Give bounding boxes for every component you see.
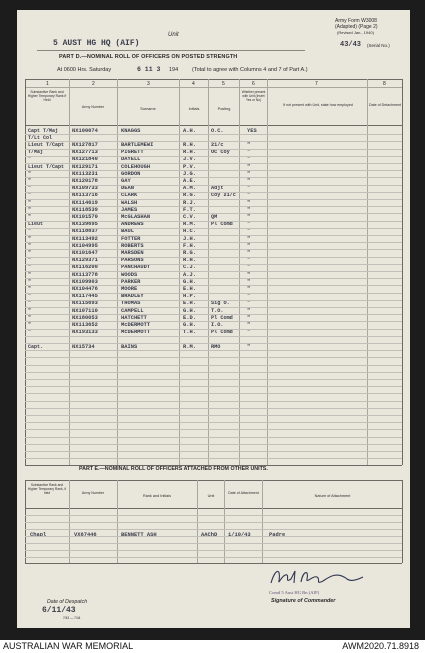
cell-num: NX113492	[72, 235, 98, 242]
part-e-header-number: Army Number	[81, 491, 105, 495]
cell-num: NX117445	[72, 293, 98, 300]
cell-present: "	[247, 314, 251, 321]
col-number: 2	[92, 81, 95, 87]
cell-surname: MARSDEN	[121, 249, 144, 256]
cell-num: NX115693	[72, 300, 98, 307]
cell-present: "	[247, 177, 251, 184]
row-rule	[25, 529, 402, 530]
cell-surname: McGLASHAN	[121, 213, 151, 220]
cell-num: NX100074	[72, 127, 98, 134]
row-rule	[25, 372, 402, 373]
row-rule	[25, 350, 402, 351]
col-header-present: Whether present with Unit (Insert Yes or No)	[241, 90, 266, 102]
cell-post: RMO	[211, 343, 221, 350]
col-number: 1	[46, 81, 49, 87]
cell-num: NX120178	[72, 177, 98, 184]
cell-surname: MOORE	[121, 285, 138, 292]
cell-init: R.H.	[183, 149, 196, 156]
cell-init: R.M.	[183, 221, 196, 228]
source-credit: AUSTRALIAN WAR MEMORIAL	[3, 641, 134, 651]
cell-present: "	[247, 228, 251, 235]
army-form-label: Army Form W3008	[335, 18, 377, 24]
cell-num: NX127817	[72, 141, 98, 148]
cell-surname: PARSONS	[121, 257, 144, 264]
roll-date: 6 11 3	[137, 66, 161, 73]
cell-init: A.H.	[183, 127, 196, 134]
col-header-posting: Posting	[217, 107, 231, 111]
cell-post: Pl Comd	[211, 221, 233, 228]
cell-rank: "	[28, 293, 32, 300]
cell-present: "	[247, 264, 251, 271]
part-e-header-date: Date of Attachment	[228, 491, 259, 495]
row-rule	[25, 357, 402, 358]
signature-label: Signature of Commander	[271, 598, 336, 604]
cell-rank: "	[28, 257, 32, 264]
cell-surname: DAYELL	[121, 156, 141, 163]
army-form-page	[17, 10, 410, 628]
cell-rank: "	[28, 300, 32, 307]
row-rule	[25, 228, 402, 229]
cell-rank: "	[28, 199, 32, 206]
cell-rank: "	[28, 185, 32, 192]
cell-init: A.M.	[183, 185, 196, 192]
cell-surname: ANDREWS	[121, 221, 144, 228]
cell-rank: "	[28, 170, 32, 177]
at-hrs-prefix: At 0600 Hrs. Saturday	[57, 67, 112, 73]
adapted-label: (Adapted) (Page 2)	[335, 24, 378, 30]
cell-num: NX101647	[72, 249, 98, 256]
col-number: 3	[147, 81, 150, 87]
part-e-name: BENNETT ASH	[121, 532, 157, 538]
commander-signature	[267, 565, 367, 589]
cell-surname: ROBERTS	[121, 242, 144, 249]
cell-rank: "	[28, 329, 32, 336]
cell-present: "	[247, 206, 251, 213]
cell-init: R.M.	[183, 343, 196, 350]
row-rule	[25, 257, 402, 258]
cell-surname: CLARK	[121, 192, 138, 199]
cell-surname: THOMAS	[121, 300, 141, 307]
cell-surname: BARTLEMEWI	[121, 141, 154, 148]
cell-init: J.H.	[183, 235, 196, 242]
row-rule	[25, 192, 402, 193]
row-rule	[25, 293, 402, 294]
col-number: 5	[222, 81, 225, 87]
unit-value: 5 AUST HG HQ (AIF)	[53, 39, 140, 48]
part-e-nature: Padre	[269, 532, 286, 538]
cell-num: NX180053	[72, 314, 98, 321]
cell-init: F.H.	[183, 242, 196, 249]
cell-init: J.V.	[183, 156, 196, 163]
row-rule	[25, 451, 402, 452]
cell-init: R.J.	[183, 199, 196, 206]
col-rule	[402, 79, 403, 465]
cell-rank: T/Maj	[28, 149, 44, 156]
cell-surname: McDERMOTT	[121, 329, 151, 336]
despatch-label: Date of Despatch	[47, 599, 88, 605]
part-e-header-unit: Unit	[207, 494, 215, 498]
row-rule	[25, 206, 402, 207]
cell-present: "	[247, 278, 251, 285]
row-rule	[25, 221, 402, 222]
row-rule	[25, 429, 402, 430]
col-header-surname: Surname	[140, 107, 156, 111]
cell-surname: BAUL	[121, 228, 134, 235]
cell-num: NX114619	[72, 199, 98, 206]
signature-stamp: Comd 5 Aust HG Bn (AIF)	[269, 590, 320, 595]
row-rule	[25, 300, 402, 301]
cell-rank: "	[28, 307, 32, 314]
row-rule	[25, 401, 402, 402]
row-rule	[25, 458, 402, 459]
cell-rank: "	[28, 156, 32, 163]
row-rule	[25, 408, 402, 409]
part-e-header-rank: Substantive Rank and Higher Temporary Rank, if held	[27, 483, 67, 495]
row-rule	[25, 163, 402, 164]
cell-init: J.G.	[183, 170, 196, 177]
cell-rank: "	[28, 177, 32, 184]
colnum-rule	[25, 87, 402, 88]
cell-post: QM	[211, 213, 218, 220]
cell-post: OC Coy	[211, 149, 230, 156]
cell-present: YES	[247, 127, 257, 134]
part-e-header-rule	[25, 508, 402, 509]
cell-init: E.H.	[183, 300, 196, 307]
cell-present: "	[247, 257, 251, 264]
cell-present: "	[247, 163, 251, 170]
part-e-header-name: Rank and Initials	[142, 494, 172, 498]
cell-present: "	[247, 213, 251, 220]
cell-surname: BRADLEY	[121, 293, 144, 300]
row-rule	[25, 278, 402, 279]
cell-num: NX118837	[72, 228, 98, 235]
cell-rank: "	[28, 228, 32, 235]
cell-num: NX129371	[72, 257, 98, 264]
cell-rank: "	[28, 314, 32, 321]
row-rule	[25, 557, 402, 558]
row-rule	[25, 242, 402, 243]
cell-rank: "	[28, 321, 32, 328]
cell-rank: Capt.	[28, 343, 44, 350]
cell-present: "	[247, 242, 251, 249]
col-header-rank: Substantive Rank and Higher Temporary Rank if Held	[27, 90, 67, 102]
cell-num: NX113231	[72, 170, 98, 177]
row-rule	[25, 307, 402, 308]
cell-post: T.O.	[211, 307, 224, 314]
row-rule	[25, 285, 402, 286]
cell-post: 21/c	[211, 141, 224, 148]
cell-rank: "	[28, 278, 32, 285]
cell-init: R.H.	[183, 141, 196, 148]
row-rule	[25, 550, 402, 551]
row-rule	[25, 343, 402, 344]
cell-rank: "	[28, 271, 32, 278]
cell-present: "	[247, 221, 251, 228]
cell-init: C.J.	[183, 264, 196, 271]
cell-surname: KNAGGS	[121, 127, 141, 134]
cell-surname: PANCHAUDT	[121, 264, 151, 271]
cell-post: I.O.	[211, 321, 224, 328]
col-header-detachment: Date of Detachment	[369, 103, 401, 107]
cell-present: "	[247, 321, 251, 328]
cell-present: "	[247, 293, 251, 300]
col-header-army-number: Army Number	[81, 105, 105, 109]
cell-rank: Lieut T/Capt	[28, 141, 65, 148]
cell-rank: "	[28, 235, 32, 242]
cell-init: T.H.	[183, 329, 196, 336]
cell-surname: GAY	[121, 177, 131, 184]
header-bottom-rule	[25, 125, 402, 126]
row-rule	[25, 365, 402, 366]
cell-present: "	[247, 141, 251, 148]
row-rule	[25, 386, 402, 387]
cell-num: NX116200	[72, 264, 98, 271]
cell-post: Coy 21/c	[211, 192, 236, 199]
cell-present: "	[247, 192, 251, 199]
row-rule	[25, 543, 402, 544]
part-e-date: 1/10/43	[228, 532, 251, 538]
cell-surname: McDERMOTT	[121, 321, 151, 328]
row-rule	[25, 329, 402, 330]
cell-surname: COLEHOUGH	[121, 163, 151, 170]
cell-num: NX139695	[72, 221, 98, 228]
cell-num: NX118539	[72, 206, 98, 213]
cell-rank: "	[28, 249, 32, 256]
cell-surname: HATCHETT	[121, 314, 147, 321]
cell-surname: BAINS	[121, 343, 138, 350]
row-rule	[25, 185, 402, 186]
cell-present: "	[247, 235, 251, 242]
cell-rank: "	[28, 213, 32, 220]
cell-init: C.V.	[183, 213, 196, 220]
col-header-initials: Initials	[188, 107, 200, 111]
year-suffix: 194	[169, 67, 179, 73]
unit-label: Unit	[168, 32, 179, 38]
row-rule	[25, 177, 402, 178]
row-rule	[25, 134, 402, 135]
cell-rank: "	[28, 264, 32, 271]
cell-present: "	[247, 271, 251, 278]
row-rule	[25, 415, 402, 416]
cell-post: O.C.	[211, 127, 224, 134]
row-rule	[25, 264, 402, 265]
revised-label: (Revised Jan., 1940)	[337, 30, 374, 35]
cell-init: A.J.	[183, 271, 196, 278]
cell-post: Pl Comd	[211, 314, 233, 321]
row-rule	[25, 314, 402, 315]
cell-present: "	[247, 285, 251, 292]
cell-surname: PARKER	[121, 278, 141, 285]
cell-post: Pl Comd	[211, 329, 233, 336]
col-header-employment: If not present with Unit, state how employed	[283, 103, 353, 107]
cell-surname: PIGRETT	[121, 149, 144, 156]
cell-post: Sig O.	[211, 300, 230, 307]
cell-num: NX109903	[72, 278, 98, 285]
cell-init: E.D.	[183, 314, 196, 321]
row-rule	[25, 393, 402, 394]
cell-init: G.H.	[183, 278, 196, 285]
despatch-date: 6/11/43	[42, 606, 76, 615]
col-number: 4	[192, 81, 195, 87]
cell-present: "	[247, 149, 251, 156]
cell-surname: GORDON	[121, 170, 141, 177]
cell-init: G.H.	[183, 307, 196, 314]
printer-mark: 7/43 — 7/44	[63, 616, 81, 620]
cell-rank: Lieut	[28, 221, 44, 228]
cell-num: NX113778	[72, 271, 98, 278]
cell-num: NX107110	[72, 307, 98, 314]
at-hrs-suffix: (Total to agree with Columns 4 and 7 of Part A.)	[192, 67, 308, 73]
row-rule	[25, 536, 402, 537]
cell-present: "	[247, 170, 251, 177]
cell-init: H.C.	[183, 228, 196, 235]
cell-num: NX113652	[72, 321, 98, 328]
cell-num: NX121840	[72, 156, 98, 163]
cell-num: NX129171	[72, 163, 98, 170]
row-rule	[25, 321, 402, 322]
part-e-top-rule	[25, 480, 402, 481]
cell-rank: "	[28, 192, 32, 199]
cell-num: NX104995	[72, 242, 98, 249]
cell-num: NX15734	[72, 343, 95, 350]
cell-init: H.P.	[183, 293, 196, 300]
cell-num: NX101570	[72, 213, 98, 220]
col-number: 8	[383, 81, 386, 87]
cell-surname: WOODS	[121, 271, 138, 278]
row-rule	[25, 522, 402, 523]
cell-present: "	[247, 329, 251, 336]
row-rule	[25, 213, 402, 214]
cell-present: "	[247, 343, 251, 350]
col-number: 7	[315, 81, 318, 87]
cell-init: R.G.	[183, 192, 196, 199]
cell-surname: FOTTER	[121, 235, 141, 242]
part-e-title: PART E.—NOMINAL ROLL OF OFFICERS ATTACHED FROM OTHER UNITS.	[79, 466, 268, 472]
cell-rank: "	[28, 242, 32, 249]
cell-init: F.T.	[183, 206, 196, 213]
part-e-bottom-rule	[25, 563, 402, 564]
row-rule	[25, 149, 402, 150]
part-e-rank: Chapl	[30, 532, 47, 538]
cell-present: "	[247, 300, 251, 307]
row-rule	[25, 249, 402, 250]
cell-num: NX127713	[72, 149, 98, 156]
row-rule	[25, 437, 402, 438]
part-e-unit: AAChD	[201, 532, 218, 538]
cell-present: "	[247, 185, 251, 192]
cell-init: A.E.	[183, 177, 196, 184]
cell-num: NX109733	[72, 185, 98, 192]
table-top-rule	[25, 79, 402, 80]
cell-present: "	[247, 249, 251, 256]
cell-present: "	[247, 199, 251, 206]
cell-present: "	[247, 307, 251, 314]
row-rule	[25, 141, 402, 142]
row-rule	[25, 422, 402, 423]
cell-rank: "	[28, 206, 32, 213]
cell-num: NX193133	[72, 329, 98, 336]
row-rule	[25, 336, 402, 337]
col-number: 6	[252, 81, 255, 87]
serial-label: (Serial No.)	[367, 43, 390, 48]
cell-post: Adjt	[211, 185, 224, 192]
cell-surname: JAMES	[121, 206, 138, 213]
row-rule	[25, 235, 402, 236]
row-rule	[25, 156, 402, 157]
row-rule	[25, 379, 402, 380]
cell-init: R.H.	[183, 257, 196, 264]
part-e-header-nature: Nature of Attachment	[314, 494, 351, 498]
cell-init: G.H.	[183, 321, 196, 328]
cell-init: R.G.	[183, 249, 196, 256]
part-e-number: VX67446	[74, 532, 97, 538]
row-rule	[25, 271, 402, 272]
cell-surname: DEAN	[121, 185, 134, 192]
cell-rank: T/Lt Col	[28, 134, 53, 141]
cell-rank: Capt T/Maj	[28, 127, 59, 134]
cell-surname: CAMPELL	[121, 307, 144, 314]
cell-num: NX113716	[72, 192, 98, 199]
cell-present: "	[247, 156, 251, 163]
row-rule	[25, 515, 402, 516]
row-rule	[25, 170, 402, 171]
cell-rank: "	[28, 285, 32, 292]
part-d-title: PART D.—NOMINAL ROLL OF OFFICERS ON POSTED STRENGTH	[59, 54, 238, 60]
serial-value: 43/43	[340, 41, 362, 49]
unit-underline	[37, 50, 305, 51]
cell-surname: WALSH	[121, 199, 138, 206]
cell-rank: Lieut T/Capt	[28, 163, 65, 170]
cell-init: P.V.	[183, 163, 196, 170]
row-rule	[25, 199, 402, 200]
row-rule	[25, 444, 402, 445]
part-e-col-rule	[402, 480, 403, 563]
cell-num: NX104476	[72, 285, 98, 292]
cell-init: E.H.	[183, 285, 196, 292]
accession-number: AWM2020.71.8918	[342, 641, 419, 651]
